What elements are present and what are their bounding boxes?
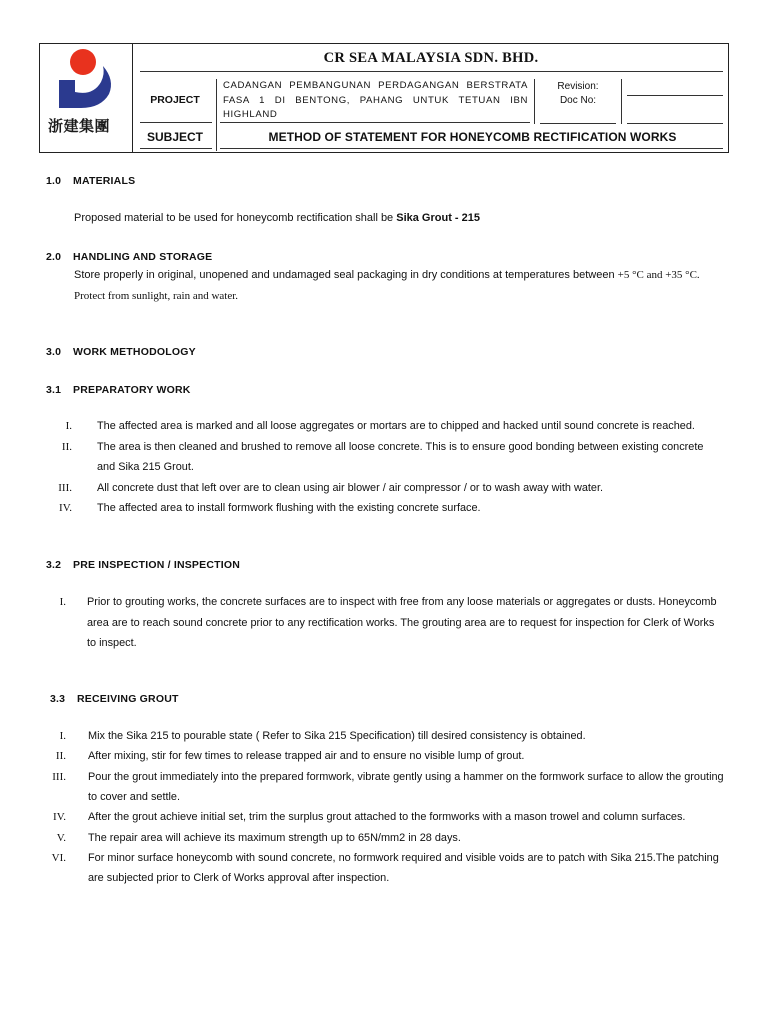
section-number: 3.0 [46,346,62,358]
list-item-number: II. [55,750,66,763]
section-title: HANDLING AND STORAGE [73,251,213,263]
revision-field-line [627,95,723,96]
section-number: 3.3 [50,693,66,705]
logo-mark-icon [57,46,117,112]
section-title: MATERIALS [73,175,136,187]
list-item-text: After the grout achieve initial set, trim the surplus grout attached to the formworks with a mason trowel and column surfaces. [88,811,686,824]
list-item-number: IV. [53,811,66,824]
list-item-text: and Sika 215 Grout. [97,461,194,473]
list-item-number: I. [65,420,72,432]
header-rule [140,122,212,123]
list-item-text: Pour the grout immediately into the prepared formwork, vibrate gently using a hammer on the formwork surface to allow the grouting [88,770,724,783]
materials-paragraph [74,208,734,229]
storage-paragraph [74,265,739,306]
logo-text: 浙建集團 [48,117,111,135]
list-item-text: to inspect. [87,637,137,649]
list-item-text: All concrete dust that left over are to clean using air blower / air compressor / or to wash away with water. [97,481,604,494]
list-item-text: Prior to grouting works, the concrete surfaces are to inspect with free from any loose materials or aggregates or dusts. Honeycomb [87,596,717,608]
revision-label: Revision: [557,81,599,92]
list-item-text: The area is then cleaned and brushed to remove all loose concrete. This is to ensure good bonding between existing concrete [97,440,704,453]
docno-label: Doc No: [559,95,597,106]
project-text: CADANGAN PEMBANGUNAN PERDAGANGAN BERSTRATA FASA 1 DI BENTONG, PAHANG UNTUK TETUAN IBN HIGHLAND [223,80,528,120]
header-rule [540,123,616,124]
material-name: Sika Grout - 215 [396,212,480,224]
header-rule [627,123,723,124]
subject-label: SUBJECT [146,130,203,144]
list-item-text: The affected area to install formwork flushing with the existing concrete surface. [97,502,481,514]
list-item-text: to cover and settle. [88,790,181,803]
list-item-text: Mix the Sika 215 to pourable state ( Refer to Sika 215 Specification) till desired consistency is obtained. [88,730,586,742]
section-number: 3.2 [46,559,62,571]
list-item-text: For minor surface honeycomb with sound concrete, no formwork required and visible voids are to patch with Sika 215.The patching [88,851,719,864]
header-divider [621,79,622,124]
header-rule [140,71,723,72]
list-item-text: The repair area will achieve its maximum strength up to 65N/mm2 in 28 days. [88,831,461,844]
header-rule [220,122,530,123]
list-item-number: III. [58,481,72,494]
storage-text: Store properly in original, unopened and undamaged seal packaging in dry conditions at temperatures between [74,269,618,281]
list-item-number: I. [59,730,66,742]
list-item-number: II. [61,440,72,453]
section-title: PREPARATORY WORK [73,384,191,396]
list-item-number: III. [52,770,66,783]
revision-block [540,80,616,108]
list-item-number: VI. [51,851,66,864]
section-number: 3.1 [46,384,62,396]
section-number: 1.0 [46,175,62,187]
company-logo [39,43,133,153]
list-item-number: IV. [59,502,72,514]
section-title: RECEIVING GROUT [77,693,179,705]
list-item-text: are subjected prior to Clerk of Works approval after inspection. [88,872,390,885]
header-rule [220,148,723,149]
list-item-text: area are to reach sound concrete prior to any rectification works. The grouting area are to request for inspection for Clerk of Works [87,616,715,629]
list-item-text: The affected area is marked and all loose aggregates or mortars are to chipped and hacked until sound concrete is reached. [97,420,695,432]
storage-text-2: Protect from sunlight, rain and water. [74,289,239,302]
header-rule [140,148,212,149]
list-item-number: V. [56,831,66,844]
company-name: CR SEA MALAYSIA SDN. BHD. [323,50,539,66]
section-title: PRE INSPECTION / INSPECTION [73,559,241,571]
temperature-range: +5 °C and +35 °C. [617,269,700,281]
list-item-text: After mixing, stir for few times to release trapped air and to ensure no visible lump of grout. [88,750,525,763]
header-divider [534,79,535,124]
section-number: 2.0 [46,251,62,263]
section-title: WORK METHODOLOGY [73,346,196,358]
header-divider [216,79,217,151]
subject-text: METHOD OF STATEMENT FOR HONEYCOMB RECTIFICATION WORKS [268,130,677,144]
materials-text: Proposed material to be used for honeycomb rectification shall be [74,212,397,224]
list-item-number: I. [59,596,66,608]
project-label: PROJECT [150,94,200,106]
